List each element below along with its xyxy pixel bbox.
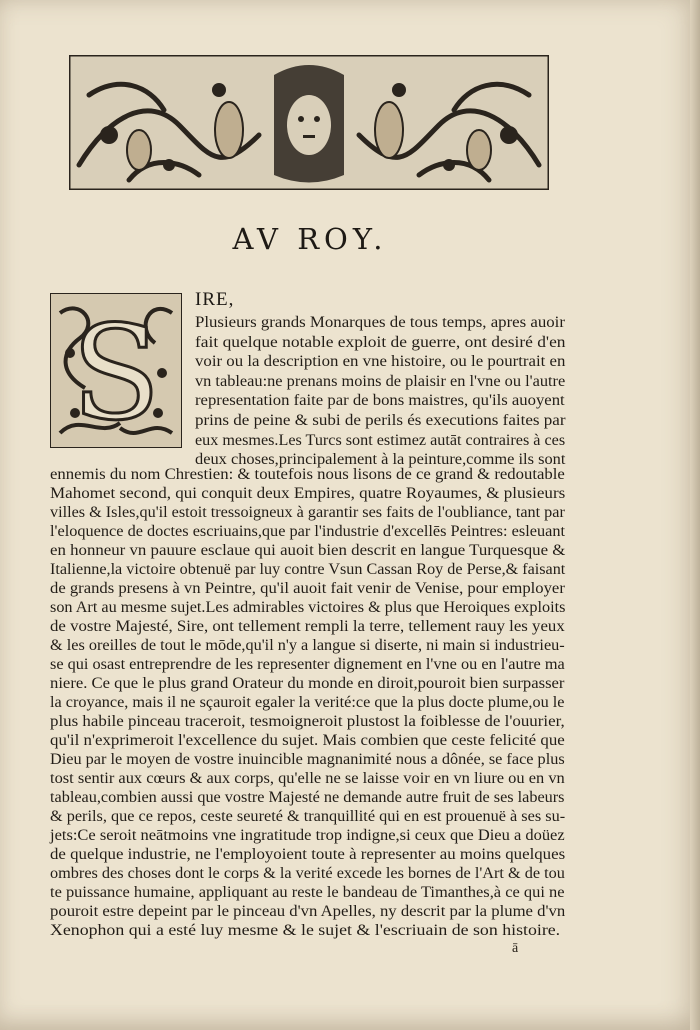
text-line: tost sentir aux cœurs & aux corps, qu'elle ne se laisse voir en vn liure ou en vn xyxy=(50,770,565,787)
text-line: deux choses,principalement à la peinture,comme ils sont xyxy=(195,451,566,469)
page-edge xyxy=(690,0,700,1030)
text-line: ombres des choses dont le corps & la verité excede les bornes de l'Art & de tou xyxy=(50,865,565,882)
text-line: Mahomet second, qui conquit deux Empires, quatre Royaumes, & plusieurs xyxy=(50,485,566,502)
text-line: Italienne,la victoire obtenuë par luy contre Vsun Cassan Roy de Perse,& faisant xyxy=(50,561,566,578)
text-line: jets:Ce seroit neātmoins vne ingratitude trop indigne,si ceux que Dieu a doüez xyxy=(50,827,565,844)
page-title: AV ROY. xyxy=(232,222,388,256)
text-line: de quelque industrie, ne l'employoient toute à representer au moins quelques xyxy=(50,846,566,863)
text-line: Xenophon qui a esté luy mesme & le sujet & l'escriuain de son histoire. xyxy=(50,922,561,939)
decorated-initial xyxy=(50,293,182,448)
text-line: se qui osast entreprendre de les representer dignement en l'vne ou en l'autre ma xyxy=(50,656,565,673)
signature-mark: ā xyxy=(512,941,519,956)
text-line: son Art au mesme sujet.Les admirables victoires & plus que Heroiques exploits xyxy=(50,599,566,616)
text-line: eux mesmes.Les Turcs sont estimez autāt contraires à ces xyxy=(195,431,566,449)
text-line: fait quelque notable exploit de guerre, ont desiré d'en xyxy=(195,333,566,351)
text-line: tableau,combien aussi que vostre Majesté ne demande autre fruit de ses labeurs xyxy=(50,789,565,806)
text-line: representation faite par de bons maistres, qu'ils auoyent xyxy=(195,392,565,410)
text-line: prins de peine & subi de perils és executions faites par xyxy=(195,412,566,429)
text-line: & perils, que ce repos, ceste seureté & tranquillité qui en est prouenuë à ses su- xyxy=(50,808,566,825)
text-line: Plusieurs grands Monarques de tous temps, apres auoir xyxy=(195,314,565,331)
initial-letter: S xyxy=(71,297,161,448)
text-line: la croyance, mais il ne sçauroit egaler la verité:ce que la plus docte plume,ou le xyxy=(50,694,565,711)
text-line: voir ou la description en vne histoire, ou le pourtrait en xyxy=(195,353,566,371)
ornamental-headpiece xyxy=(69,55,549,190)
text-line: de vostre Majesté, Sire, ont tellement rempli la terre, tellement rauy les yeux xyxy=(50,618,565,635)
text-line: te puissance humaine, appliquant au reste le bandeau de Timanthes,à ce qui ne xyxy=(50,884,565,901)
text-line: en honneur vn pauure esclaue qui auoit bien descrit en langue Turquesque & xyxy=(50,542,566,559)
text-line: qu'il n'exprimeroit l'excellence du sujet. Mais combien que ceste felicité que xyxy=(50,732,565,749)
text-line: villes & Isles,qu'il estoit tressoigneux à garantir ses faits de l'oubliance, tant par xyxy=(50,504,565,521)
text-line: vn tableau:ne prenans moins de plaisir en l'vne ou l'autre xyxy=(195,372,566,390)
text-line: niere. Ce que le plus grand Orateur du monde en diroit,pouroit bien surpasser xyxy=(50,675,565,692)
text-line: plus habile pinceau traceroit, tesmoigneroit plustost la foiblesse de l'ouurier, xyxy=(50,713,565,730)
salutation: IRE, xyxy=(195,289,235,310)
text-line: ennemis du nom Chrestien: & toutefois nous lisons de ce grand & redoutable xyxy=(50,466,565,483)
text-line: de grands presens à vn Peintre, qu'il auoit fait venir de Venise, pour employer xyxy=(50,580,565,597)
text-line: pouroit estre depeint par le pinceau d'vn Apelles, ny descrit par la plume d'vn xyxy=(50,903,566,920)
text-line: Dieu par le moyen de vostre inuincible magnanimité nous a dônée, se face plus xyxy=(50,751,565,768)
text-line: l'eloquence de doctes escriuains,que par l'industrie d'excellēs Peintres: esleuant xyxy=(50,523,565,540)
text-line: & les oreilles de tout le mōde,qu'il n'y a langue si diserte, ni main si industrieu- xyxy=(50,637,565,654)
